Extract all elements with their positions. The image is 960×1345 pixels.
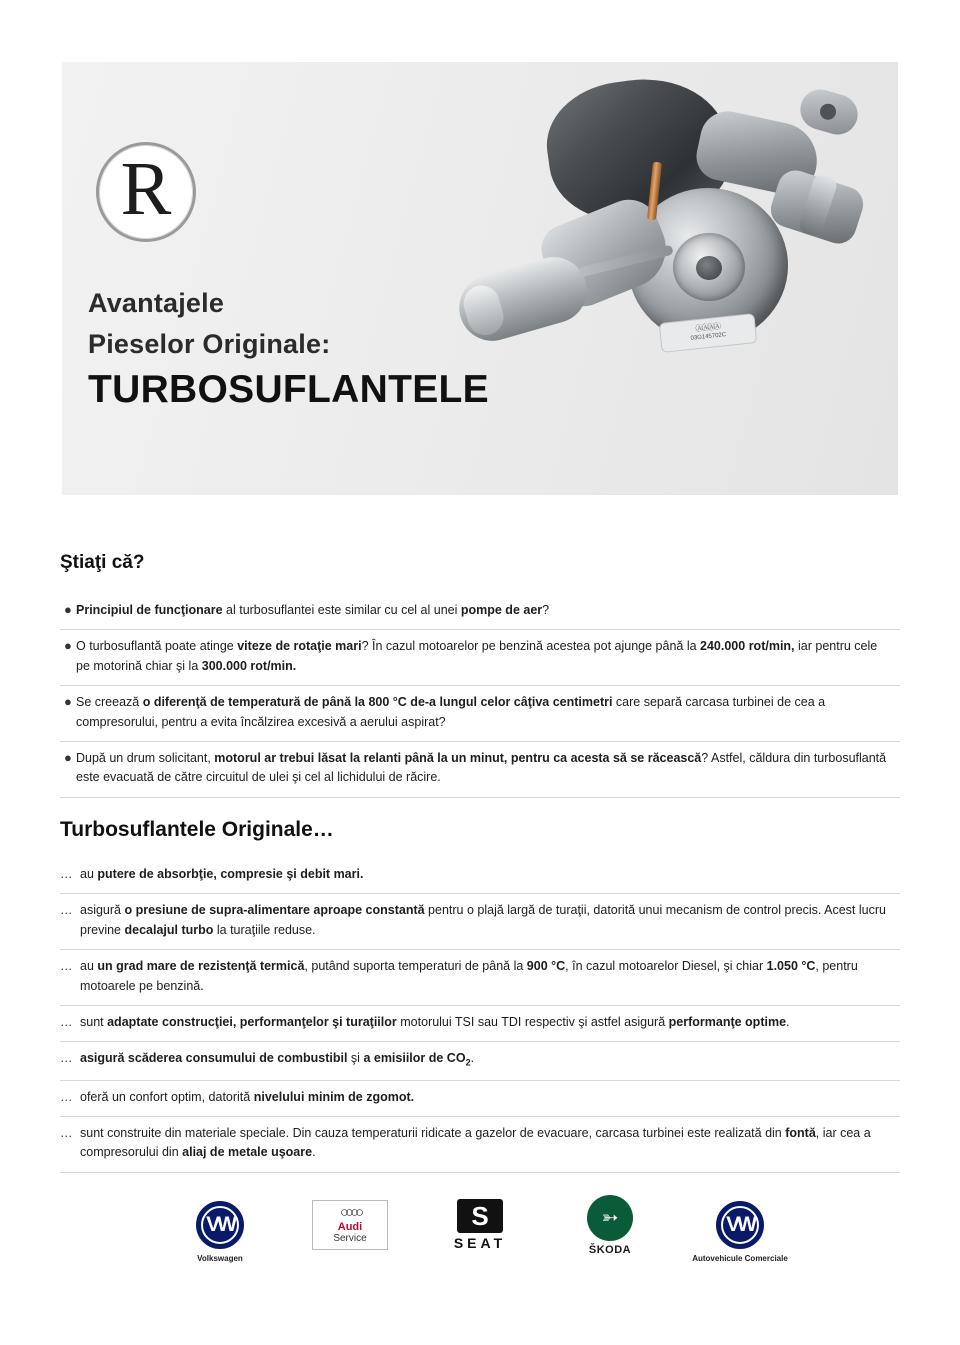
list-item	[60, 1081, 900, 1117]
audi-word: Audi	[337, 1220, 363, 1233]
list-item	[60, 630, 900, 686]
seat-logo-icon	[432, 1200, 528, 1250]
ellipsis-lead: …	[60, 959, 73, 974]
hero-title-line1: Avantajele	[88, 288, 225, 318]
hero-text-block	[88, 142, 508, 412]
list-item	[60, 1117, 900, 1173]
r-badge-icon	[96, 142, 196, 242]
list-item-text: sunt construite din materiale speciale. Din cauza temperaturii ridicate a gazelor de evacuare, carcasa turbinei este realizată din fontă, iar cea a compresorului din aliaj de metale uşoare.	[80, 1126, 871, 1160]
skoda-logo-icon	[562, 1200, 658, 1256]
list-item-text: oferă un confort optim, datorită nivelului minim de zgomot.	[80, 1089, 415, 1104]
brand-vw-comerciale	[692, 1200, 788, 1264]
brand-volkswagen	[172, 1200, 268, 1264]
ellipsis-lead: …	[60, 1089, 73, 1104]
list-item	[60, 894, 900, 950]
list-item	[60, 950, 900, 1006]
ellipsis-lead: …	[60, 1014, 73, 1029]
brand-audi-service	[302, 1200, 398, 1254]
seat-s-glyph: S	[457, 1199, 503, 1233]
hero-banner	[62, 62, 898, 495]
list-item	[60, 1042, 900, 1080]
vw-comerciale-logo-icon	[692, 1200, 788, 1250]
brand-skoda	[562, 1200, 658, 1254]
hero-title-line2: Pieselor Originale:	[88, 329, 331, 359]
bullet-icon: ●	[64, 749, 72, 765]
list-item-text: O turbosuflantă poate atinge viteze de rotaţie mari? În cazul motoarelor pe benzină acestea pot ajunge până la 240.000 rot/min, iar pentru cele pe motorină chiar şi la 300.000 rot/min.	[76, 639, 878, 673]
list-item-text: După un drum solicitant, motorul ar trebui lăsat la relanti până la un minut, pentru ca acesta să se răcească? Astfel, căldura din turbosuflantă este evacuată de către circuitul de ulei şi cel al lichidului de răcire.	[76, 750, 887, 785]
list-item	[60, 1006, 900, 1042]
brand-caption-volkswagen: Volkswagen	[197, 1254, 243, 1263]
skoda-arrow-glyph: ➳	[601, 1207, 619, 1229]
ellipsis-lead: …	[60, 1051, 73, 1066]
audi-service-logo-icon	[302, 1200, 398, 1250]
hero-title-line3: TURBOSUFLANTELE	[88, 368, 489, 411]
list-item-text: asigură o presiune de supra-alimentare aproape constantă pentru o plajă largă de turaţii, datorită unui mecanism de control precis. Acest lucru previne decalajul turbo la turaţiile reduse.	[80, 903, 886, 937]
vw-comerciale-glyph: VW	[726, 1213, 754, 1236]
brand-caption-vw-comerciale: Autovehicule Comerciale	[692, 1254, 788, 1263]
list-item-text: Se creează o diferenţă de temperatură de până la 800 °C de-a lungul celor câţiva centimetri care separă carcasa turbinei de cea a compresorului, pentru a evita încălzirea excesivă a aerului aspirat?	[76, 695, 826, 729]
list-item	[60, 742, 900, 798]
bullet-icon: ●	[64, 638, 72, 654]
skoda-word: ŠKODA	[588, 1243, 632, 1256]
list-item	[60, 686, 900, 742]
audi-service-word: Service	[333, 1233, 367, 1245]
bullet-icon: ●	[64, 602, 72, 617]
list-item-text: Principiul de funcţionare al turbosuflantei este similar cu cel al unei pompe de aer?	[76, 603, 550, 617]
bullet-icon: ●	[64, 694, 72, 710]
mount-tab-shape	[796, 85, 863, 139]
r-badge-letter: R	[120, 147, 172, 231]
vw-glyph: VW	[206, 1213, 234, 1236]
brand-seat	[432, 1200, 528, 1254]
section-title-stiati-ca: Ştiaţi că?	[60, 552, 145, 573]
list-item	[60, 594, 900, 630]
seat-word: SEAT	[453, 1235, 507, 1251]
ellipsis-lead: …	[60, 903, 73, 918]
turbosuflantele-originale-list	[60, 858, 900, 1173]
stiati-ca-list	[60, 594, 900, 798]
list-item-text: sunt adaptate construcţiei, performanţelor şi turaţiilor motorului TSI sau TDI respectiv şi astfel asigură performanţe optime.	[80, 1014, 790, 1029]
audi-rings-icon: ⒶⒶⒶⒶ	[695, 321, 720, 334]
section-title-turbosuflantele-originale: Turbosuflantele Originale…	[60, 818, 334, 841]
list-item-text: asigură scăderea consumului de combustibil şi a emisiilor de $CO_2$.	[80, 1051, 475, 1068]
compressor-center-nut-shape	[696, 256, 722, 280]
audi-rings-glyph: ○○○○	[339, 1203, 361, 1221]
ellipsis-lead: …	[60, 1126, 73, 1141]
list-item-text: au un grad mare de rezistenţă termică, putând suporta temperaturi de până la 900 °C, în cazul motoarelor Diesel, şi chiar 1.050 °C, pentru motoarele pe benzină.	[80, 959, 858, 993]
list-item-text: au putere de absorbţie, compresie şi debit mari.	[80, 867, 364, 881]
list-item	[60, 858, 900, 894]
ellipsis-lead: …	[60, 867, 73, 881]
brand-logo-bar	[0, 1200, 960, 1264]
volkswagen-logo-icon	[172, 1200, 268, 1250]
part-number-text: 03G145702C	[690, 332, 727, 343]
